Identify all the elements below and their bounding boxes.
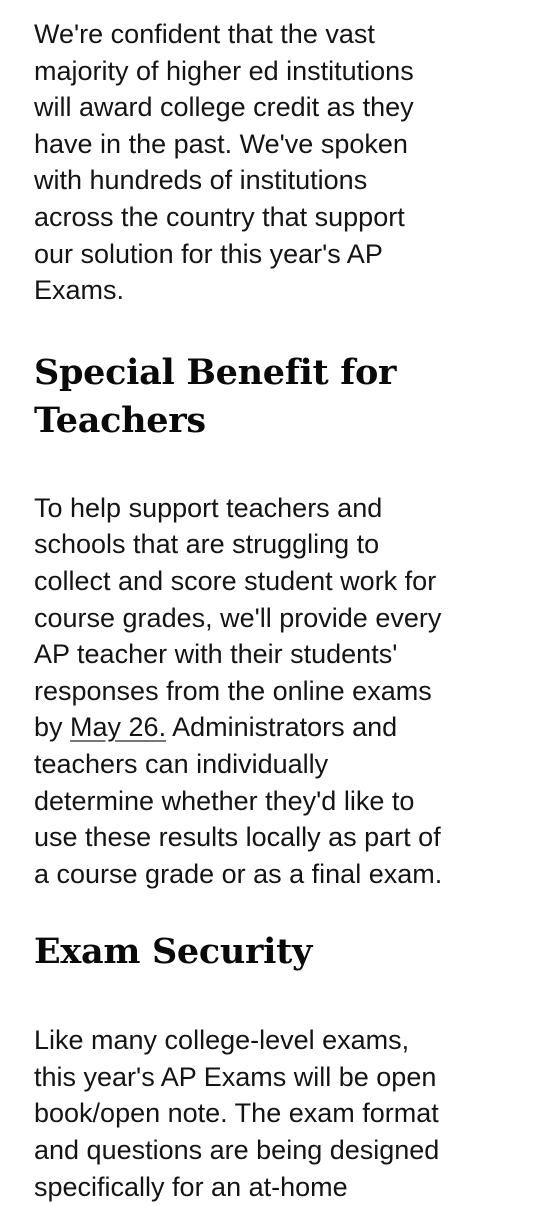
heading-exam-security <box>34 928 534 976</box>
paragraph-exam-security <box>34 1022 534 1205</box>
text-line: majority of higher ed institutions <box>34 55 414 86</box>
heading-line: Special Benefit for <box>34 351 397 393</box>
text-line: a course grade or as a final exam. <box>34 858 443 889</box>
text-line: collect and score student work for <box>34 565 437 596</box>
text-line: use these results locally as part of <box>34 822 441 853</box>
text-line: schools that are struggling to <box>34 529 380 560</box>
text-line: course grades, we'll provide every <box>34 602 442 633</box>
text-segment: Administrators and <box>166 712 398 743</box>
heading-line: Exam Security <box>34 931 313 973</box>
text-line: our solution for this year's AP <box>34 238 383 269</box>
article-body <box>34 16 534 1205</box>
paragraph-credit <box>34 16 534 309</box>
text-line: specifically for an at-home <box>34 1171 348 1202</box>
text-line: this year's AP Exams will be open <box>34 1061 437 1092</box>
text-line: Like many college-level exams, <box>34 1025 410 1056</box>
text-line: with hundreds of institutions <box>34 165 368 196</box>
text-line: book/open note. The exam format <box>34 1098 439 1129</box>
paragraph-teachers <box>34 490 534 893</box>
text-line-with-link <box>34 709 534 746</box>
text-line: across the country that support <box>34 201 405 232</box>
text-segment: by <box>34 712 71 743</box>
text-line: Exams. <box>34 275 125 306</box>
text-line: AP teacher with their students' <box>34 639 398 670</box>
text-line: To help support teachers and <box>34 492 383 523</box>
heading-line: Teachers <box>34 399 206 441</box>
text-line: teachers can individually <box>34 748 329 779</box>
text-line: determine whether they'd like to <box>34 785 415 816</box>
heading-special-benefit <box>34 349 534 445</box>
text-line: We're confident that the vast <box>34 19 375 49</box>
text-line: responses from the online exams <box>34 675 432 706</box>
text-line: have in the past. We've spoken <box>34 128 408 159</box>
text-line: will award college credit as they <box>34 92 414 123</box>
text-line: and questions are being designed <box>34 1135 440 1166</box>
date-link-may-26[interactable]: May 26. <box>70 712 167 743</box>
